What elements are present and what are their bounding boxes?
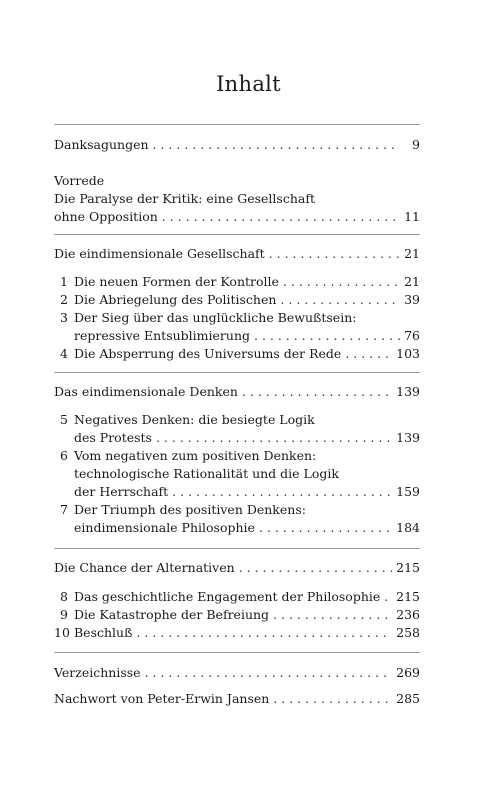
divider bbox=[54, 372, 420, 373]
toc-entry-verzeichnisse bbox=[54, 665, 420, 681]
entry-label: des Protests bbox=[74, 430, 152, 445]
toc-chapter-2 bbox=[60, 292, 420, 308]
dot-leader bbox=[269, 246, 400, 262]
toc-chapter-7-cont bbox=[74, 520, 420, 536]
entry-label: Die Katastrophe der Befreiung bbox=[74, 607, 270, 622]
chapter-number: 4 bbox=[60, 346, 68, 361]
chapter-number: 2 bbox=[60, 292, 68, 307]
chapter-number: 5 bbox=[60, 412, 68, 427]
entry-page: 11 bbox=[404, 209, 420, 224]
toc-part-1 bbox=[54, 246, 420, 262]
toc-chapter-10 bbox=[54, 625, 420, 641]
toc-part-3 bbox=[54, 560, 420, 576]
entry-page: 258 bbox=[396, 625, 420, 640]
toc-part-2 bbox=[54, 384, 420, 400]
chapter-number: 8 bbox=[60, 589, 68, 604]
dot-leader bbox=[172, 484, 392, 500]
toc-chapter-5-cont bbox=[74, 430, 420, 446]
entry-page: 236 bbox=[396, 607, 420, 622]
toc-chapter-5 bbox=[60, 412, 420, 428]
chapter-number: 1 bbox=[60, 274, 68, 289]
entry-label: technologische Rationalität und die Logik bbox=[74, 466, 339, 481]
toc-entry-vorrede-line2 bbox=[54, 209, 420, 225]
chapter-number: 7 bbox=[60, 502, 68, 517]
dot-leader bbox=[136, 625, 392, 641]
entry-label: Verzeichnisse bbox=[54, 665, 141, 680]
entry-label: Die Paralyse der Kritik: eine Gesellschaft bbox=[54, 191, 315, 206]
chapter-number: 9 bbox=[60, 607, 68, 622]
entry-label: Die neuen Formen der Kontrolle bbox=[74, 274, 279, 289]
entry-page: 215 bbox=[396, 560, 420, 575]
entry-label: repressive Entsublimierung bbox=[74, 328, 250, 343]
entry-label: Die Abriegelung des Politischen bbox=[74, 292, 277, 307]
entry-page: 184 bbox=[396, 520, 420, 535]
entry-page: 139 bbox=[396, 384, 420, 399]
dot-leader bbox=[384, 589, 392, 605]
chapter-number: 3 bbox=[60, 310, 68, 325]
entry-label: Das eindimensionale Denken bbox=[54, 384, 238, 399]
dot-leader bbox=[239, 560, 392, 576]
entry-label: Die eindimensionale Gesellschaft bbox=[54, 246, 265, 261]
toc-entry-danksagungen bbox=[54, 137, 420, 153]
entry-label: Das geschichtliche Engagement der Philosophie bbox=[74, 589, 381, 604]
entry-label: Der Sieg über das unglückliche Bewußtsein: bbox=[74, 310, 357, 325]
entry-label: Der Triumph des positiven Denkens: bbox=[74, 502, 306, 517]
toc-chapter-6-cont bbox=[74, 466, 420, 482]
dot-leader bbox=[280, 292, 400, 308]
entry-page: 21 bbox=[404, 246, 420, 261]
entry-page: 269 bbox=[396, 665, 420, 680]
entry-page: 21 bbox=[404, 274, 420, 289]
toc-chapter-4 bbox=[60, 346, 420, 362]
dot-leader bbox=[153, 137, 400, 153]
entry-page: 285 bbox=[396, 691, 420, 706]
entry-label: der Herrschaft bbox=[74, 484, 169, 499]
toc-chapter-6 bbox=[60, 448, 420, 464]
divider bbox=[54, 548, 420, 549]
dot-leader bbox=[259, 520, 392, 536]
entry-label: Negatives Denken: die besiegte Logik bbox=[74, 412, 315, 427]
toc-chapter-9 bbox=[60, 607, 420, 623]
toc-chapter-7 bbox=[60, 502, 420, 518]
entry-label: ohne Opposition bbox=[54, 209, 158, 224]
entry-label: Vom negativen zum positiven Denken: bbox=[74, 448, 317, 463]
dot-leader bbox=[273, 691, 392, 707]
chapter-number: 10 bbox=[54, 625, 70, 640]
toc-chapter-8 bbox=[60, 589, 420, 605]
entry-page: 9 bbox=[412, 137, 420, 152]
dot-leader bbox=[162, 209, 400, 225]
toc-entry-vorrede-head bbox=[54, 173, 420, 189]
dot-leader bbox=[145, 665, 393, 681]
entry-label: Beschluß bbox=[74, 625, 133, 640]
entry-label: Die Chance der Alternativen bbox=[54, 560, 235, 575]
toc-chapter-3 bbox=[60, 310, 420, 326]
entry-label: Nachwort von Peter-Erwin Jansen bbox=[54, 691, 270, 706]
page-title: Inhalt bbox=[216, 72, 281, 96]
entry-label: Vorrede bbox=[54, 173, 105, 188]
toc-chapter-1 bbox=[60, 274, 420, 290]
toc-chapter-3-cont bbox=[74, 328, 420, 344]
entry-page: 159 bbox=[396, 484, 420, 499]
entry-page: 139 bbox=[396, 430, 420, 445]
dot-leader bbox=[254, 328, 400, 344]
entry-label: Die Absperrung des Universums der Rede bbox=[74, 346, 342, 361]
entry-page: 39 bbox=[404, 292, 420, 307]
toc-chapter-6-cont2 bbox=[74, 484, 420, 500]
entry-label: Danksagungen bbox=[54, 137, 149, 152]
divider bbox=[54, 124, 420, 125]
dot-leader bbox=[156, 430, 392, 446]
entry-label: eindimensionale Philosophie bbox=[74, 520, 255, 535]
entry-page: 76 bbox=[404, 328, 420, 343]
dot-leader bbox=[242, 384, 392, 400]
entry-page: 215 bbox=[396, 589, 420, 604]
dot-leader bbox=[283, 274, 400, 290]
divider bbox=[54, 234, 420, 235]
chapter-number: 6 bbox=[60, 448, 68, 463]
dot-leader bbox=[345, 346, 392, 362]
entry-page: 103 bbox=[396, 346, 420, 361]
divider bbox=[54, 652, 420, 653]
dot-leader bbox=[273, 607, 392, 623]
toc-entry-vorrede-line1 bbox=[54, 191, 420, 207]
toc-entry-nachwort bbox=[54, 691, 420, 707]
